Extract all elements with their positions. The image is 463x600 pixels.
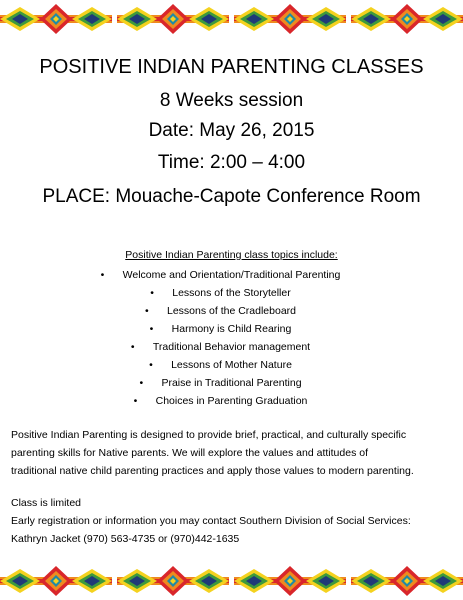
description-line: parenting skills for Native parents. We will explore the values and attitudes of (11, 447, 368, 459)
topic-label: • Lessons of the Storyteller (172, 284, 290, 302)
topic-label: • Lessons of the Cradleboard (167, 302, 296, 320)
list-item (0, 302, 463, 320)
native-pattern-band-icon (351, 566, 463, 596)
top-decorative-border (0, 4, 463, 34)
topic-label: • Choices in Parenting Graduation (156, 392, 308, 410)
topic-label: • Lessons of Mother Nature (171, 356, 292, 374)
native-pattern-band-icon (234, 4, 346, 34)
class-limited-note: Class is limited (11, 497, 82, 509)
bottom-decorative-border (0, 566, 463, 596)
program-description (11, 426, 457, 480)
description-line: traditional native child parenting practices and apply those values to modern parenting. (11, 465, 414, 477)
topic-label: • Traditional Behavior management (153, 338, 310, 356)
native-pattern-band-icon (234, 566, 346, 596)
registration-note: Early registration or information you may contact Southern Division of Social Services: (11, 515, 411, 527)
list-item (0, 320, 463, 338)
class-place: PLACE: Mouache-Capote Conference Room (42, 186, 421, 207)
list-item (0, 266, 463, 284)
topics-list (0, 266, 463, 410)
class-time: Time: 2:00 – 4:00 (157, 152, 306, 173)
native-pattern-band-icon (117, 566, 229, 596)
class-date: Date: May 26, 2015 (148, 120, 315, 141)
list-item (0, 356, 463, 374)
description-line: Positive Indian Parenting is designed to provide brief, practical, and culturally specific (11, 429, 407, 441)
topics-heading: Positive Indian Parenting class topics include: (125, 249, 338, 261)
session-length: 8 Weeks session (159, 90, 304, 111)
registration-info (11, 494, 457, 548)
topic-label: • Welcome and Orientation/Traditional Parenting (123, 266, 341, 284)
native-pattern-band-icon (117, 4, 229, 34)
list-item (0, 374, 463, 392)
topic-label: • Harmony is Child Rearing (172, 320, 292, 338)
native-pattern-band-icon (0, 4, 112, 34)
contact-line: Kathryn Jacket (970) 563-4735 or (970)442-1635 (11, 533, 240, 545)
page-title: POSITIVE INDIAN PARENTING CLASSES (39, 56, 424, 78)
list-item (0, 392, 463, 410)
native-pattern-band-icon (351, 4, 463, 34)
native-pattern-band-icon (0, 566, 112, 596)
list-item (0, 284, 463, 302)
topic-label: • Praise in Traditional Parenting (161, 374, 301, 392)
list-item (0, 338, 463, 356)
